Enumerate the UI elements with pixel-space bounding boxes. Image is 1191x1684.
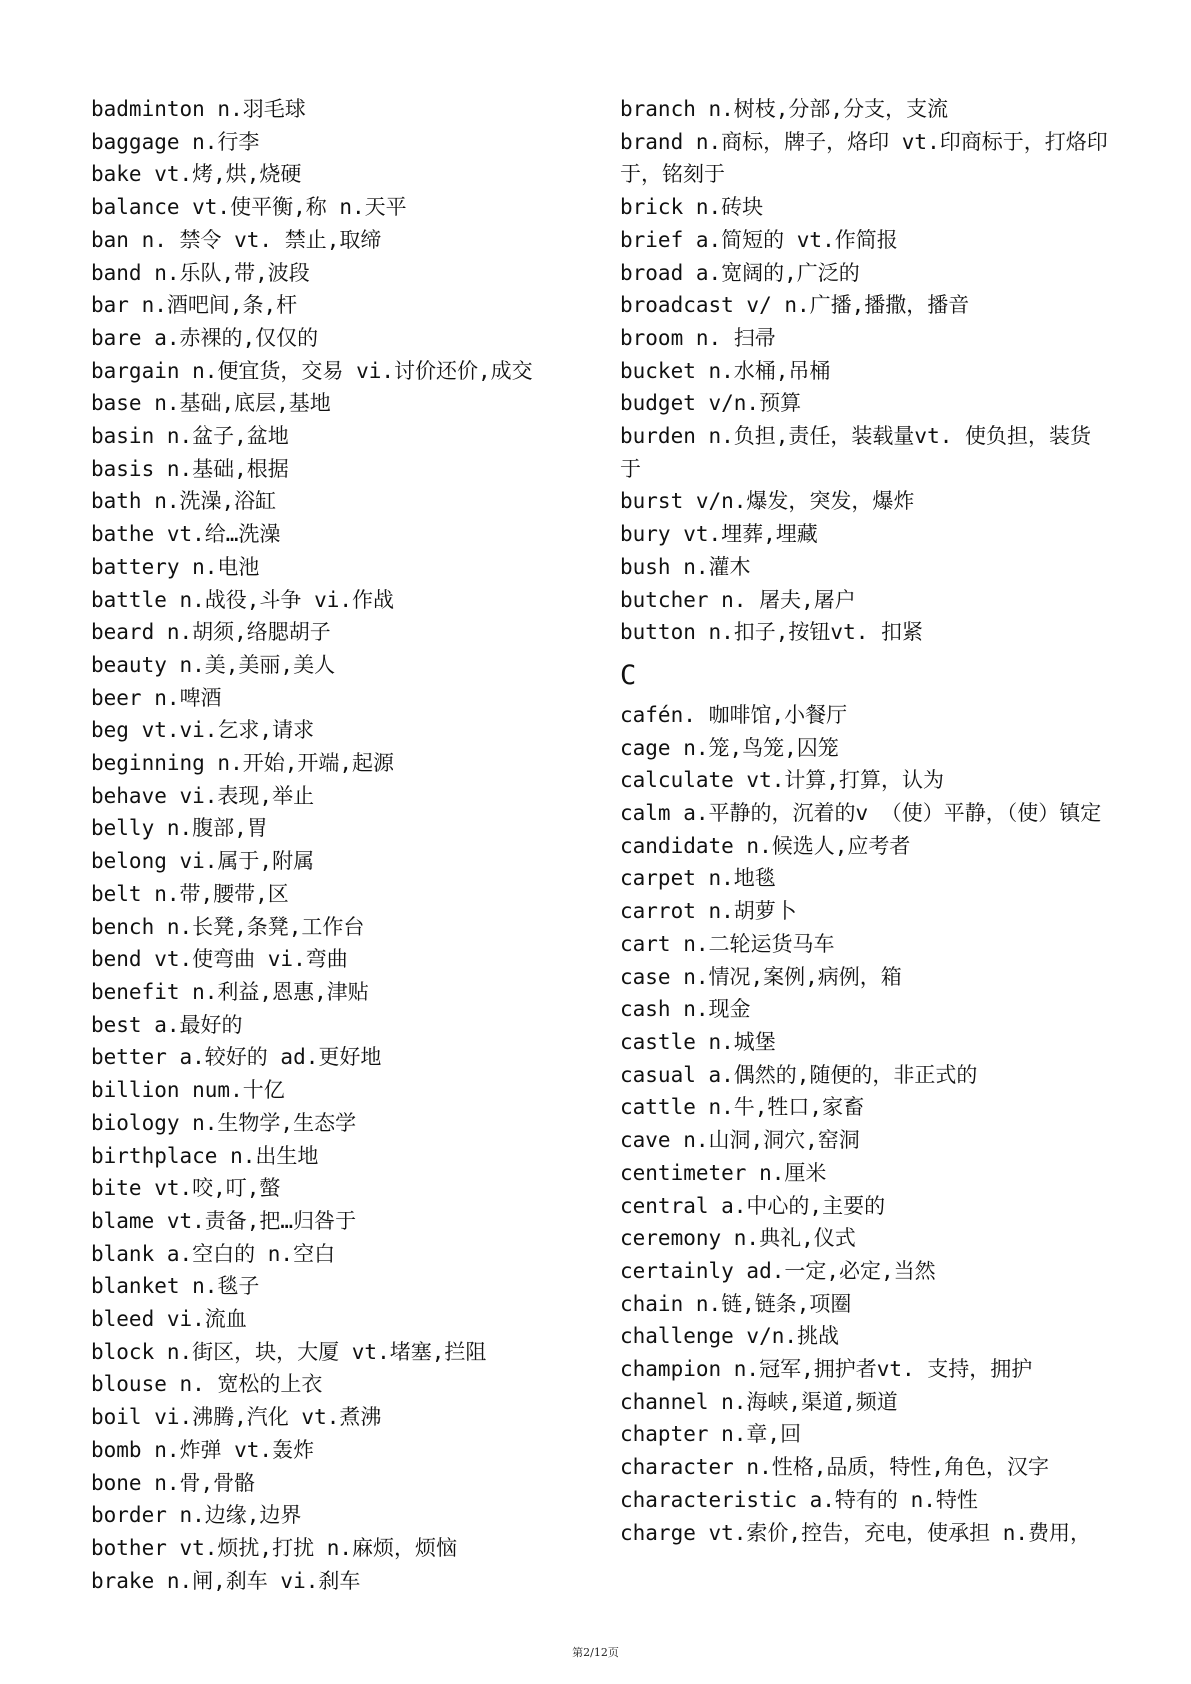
vocab-entry: brand n.商标，牌子，烙印 vt.印商标于，打烙印于，铭刻于 [620,129,1108,187]
right-column [620,93,1110,1549]
vocab-entry: brake n.闸,刹车 vi.刹车 [91,1568,361,1593]
vocab-entry: belong vi.属于,附属 [91,849,315,874]
vocab-entry: beg vt.vi.乞求,请求 [91,718,315,743]
vocab-entry: balance vt.使平衡,称 n.天平 [91,195,407,220]
vocab-entry: characteristic a.特有的 n.特性 [620,1487,978,1512]
vocab-entry: calm a.平静的，沉着的v （使）平静，（使）镇定 [620,801,1102,826]
vocab-entry: bleed vi.流血 [91,1307,247,1332]
vocab-entry: brief a.简短的 vt.作简报 [620,227,898,252]
vocab-entry: bench n.长凳,条凳,工作台 [91,914,365,939]
vocab-entry: belly n.腹部,胃 [91,816,268,841]
vocab-entry: battery n.电池 [91,554,260,579]
vocab-entry: badminton n.羽毛球 [91,97,306,121]
vocab-entry: centimeter n.厘米 [620,1160,827,1185]
vocab-entry: bite vt.咬,叮,螫 [91,1176,281,1201]
vocab-entry: baggage n.行李 [91,129,260,154]
vocab-entry: cafén. 咖啡馆,小餐厅 [620,702,848,727]
vocab-entry: budget v/n.预算 [620,391,802,416]
vocab-entry: ban n. 禁令 vt. 禁止,取缔 [91,227,382,252]
vocab-entry: biology n.生物学,生态学 [91,1110,357,1135]
section-letter: C [620,659,637,691]
vocab-entry: case n.情况,案例,病例，箱 [620,964,902,989]
vocab-entry: broom n. 扫帚 [620,325,776,350]
vocab-entry: challenge v/n.挑战 [620,1324,840,1349]
vocab-entry: better a.较好的 ad.更好地 [91,1045,382,1070]
vocab-entry: burst v/n.爆发，突发，爆炸 [620,489,915,514]
right-column-b-entries [620,93,1110,649]
vocab-entry: benefit n.利益,恩惠,津贴 [91,979,369,1004]
vocab-entry: cash n.现金 [620,997,751,1022]
vocab-entry: carpet n.地毯 [620,866,776,891]
vocab-entry: blank a.空白的 n.空白 [91,1241,336,1266]
vocab-entry: carrot n.胡萝卜 [620,899,797,924]
vocab-entry: bother vt.烦扰,打扰 n.麻烦，烦恼 [91,1535,458,1560]
vocab-entry: castle n.城堡 [620,1029,776,1054]
vocab-entry: casual a.偶然的,随便的，非正式的 [620,1062,978,1087]
vocab-entry: billion num.十亿 [91,1078,285,1103]
vocab-entry: bury vt.埋葬,埋藏 [620,522,818,547]
vocab-entry: charge vt.索价,控告，充电，使承担 n.费用， [620,1520,1092,1545]
vocab-entry: bush n.灌木 [620,554,751,579]
vocab-entry: best a.最好的 [91,1012,243,1037]
vocab-entry: chapter n.章,回 [620,1422,802,1447]
vocab-entry: butcher n. 屠夫,屠户 [620,587,856,612]
vocab-entry: birthplace n.出生地 [91,1143,319,1168]
vocab-entry: burden n.负担,责任，装载量vt. 使负担，装货于 [620,424,1092,481]
vocab-entry: blanket n.毯子 [91,1274,260,1299]
vocab-entry: candidate n.候选人,应考者 [620,833,911,858]
vocab-entry: bath n.洗澡,浴缸 [91,489,277,514]
vocab-entry: basis n.基础,根据 [91,456,289,481]
vocab-entry: blame vt.责备,把…归咎于 [91,1208,357,1233]
vocab-entry: beer n.啤酒 [91,685,222,710]
vocab-entry: behave vi.表现,举止 [91,783,315,808]
vocab-entry: calculate vt.计算,打算，认为 [620,768,945,793]
vocab-entry: bargain n.便宜货，交易 vi.讨价还价,成交 [91,358,533,383]
vocab-entry: bend vt.使弯曲 vi.弯曲 [91,947,348,972]
page-footer: 第2/12页 [572,1646,619,1659]
vocab-entry: bucket n.水桶,吊桶 [620,358,831,383]
vocab-entry: champion n.冠军,拥护者vt. 支持，拥护 [620,1357,1033,1382]
vocab-entry: branch n.树枝,分部,分支，支流 [620,97,949,121]
vocab-entry: bare a.赤裸的,仅仅的 [91,325,319,350]
vocab-entry: brick n.砖块 [620,195,764,220]
vocab-entry: bathe vt.给…洗澡 [91,522,281,547]
vocab-entry: certainly ad.一定,必定,当然 [620,1258,936,1283]
vocab-entry: bar n.酒吧间,条,杆 [91,293,298,318]
vocab-entry: central a.中心的,主要的 [620,1193,886,1218]
vocab-entry: beard n.胡须,络腮胡子 [91,620,331,645]
vocab-entry: base n.基础,底层,基地 [91,391,331,416]
vocab-entry: broadcast v/ n.广播,播撒，播音 [620,293,970,318]
vocab-entry: blouse n. 宽松的上衣 [91,1372,323,1397]
vocab-entry: cattle n.牛,牲口,家畜 [620,1095,865,1120]
vocab-entry: channel n.海峡,渠道,频道 [620,1389,898,1414]
vocab-entry: bone n.骨,骨骼 [91,1470,256,1495]
left-column [91,93,571,1597]
vocab-entry: border n.边缘,边界 [91,1503,302,1528]
vocab-entry: cave n.山洞,洞穴,窑洞 [620,1128,860,1153]
vocab-entry: block n.街区，块，大厦 vt.堵塞,拦阻 [91,1339,487,1364]
vocab-entry: beauty n.美,美丽,美人 [91,652,336,677]
vocab-entry: beginning n.开始,开端,起源 [91,751,395,776]
vocab-entry: chain n.链,链条,项圈 [620,1291,852,1316]
vocab-entry: cage n.笼,鸟笼,囚笼 [620,735,839,760]
vocab-entry: cart n.二轮运货马车 [620,931,835,956]
vocab-entry: character n.性格,品质，特性,角色，汉字 [620,1455,1050,1480]
vocab-entry: bake vt.烤,烘,烧硬 [91,162,302,187]
vocab-entry: button n.扣子,按钮vt. 扣紧 [620,620,924,645]
vocab-entry: basin n.盆子,盆地 [91,424,289,449]
vocab-entry: ceremony n.典礼,仪式 [620,1226,856,1251]
vocab-entry: broad a.宽阔的,广泛的 [620,260,860,285]
vocab-entry: bomb n.炸弹 vt.轰炸 [91,1437,315,1462]
vocab-entry: boil vi.沸腾,汽化 vt.煮沸 [91,1405,382,1430]
vocab-entry: band n.乐队,带,波段 [91,260,310,285]
right-column-c-entries [620,699,1110,1549]
vocab-entry: belt n.带,腰带,区 [91,881,289,906]
vocab-entry: battle n.战役,斗争 vi.作战 [91,587,395,612]
